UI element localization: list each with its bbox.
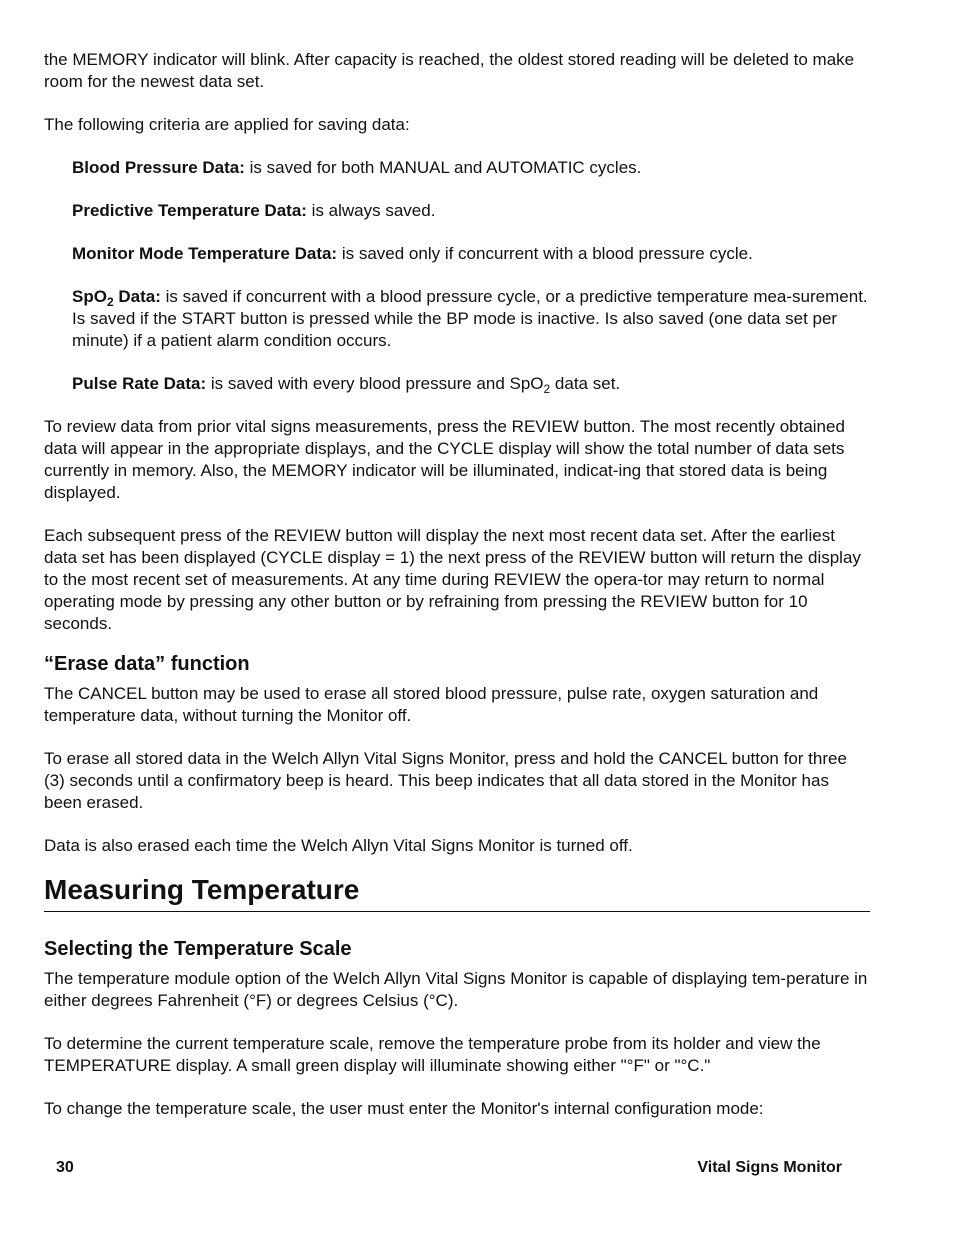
erase-paragraph-3: Data is also erased each time the Welch Allyn Vital Signs Monitor is turned off. <box>44 836 633 855</box>
criteria-text-pre: is saved with every blood pressure and SpO <box>206 374 544 393</box>
criteria-text: is saved if concurrent with a blood pressure cycle, or a predictive temperature mea-surement. Is saved if the START button is pressed while the BP mode is inactive. Is also saved (one data set per minute) if a patient alarm condition occurs. <box>72 287 868 350</box>
criteria-list <box>44 157 870 395</box>
criteria-item-blood-pressure <box>72 157 870 179</box>
page-number: 30 <box>56 1159 74 1176</box>
temperature-paragraph-2: To determine the current temperature scale, remove the temperature probe from its holder and view the TEMPERATURE display. A small green display will illuminate showing either "°F" or "°C." <box>44 1034 821 1075</box>
page-body <box>44 49 870 1141</box>
intro-paragraph-criteria: The following criteria are applied for saving data: <box>44 115 410 134</box>
footer-title: Vital Signs Monitor <box>697 1159 842 1176</box>
criteria-label-subscript: 2 <box>106 295 114 309</box>
criteria-text-post: data set. <box>550 374 621 393</box>
erase-paragraph-2: To erase all stored data in the Welch Allyn Vital Signs Monitor, press and hold the CANCEL button for three (3) seconds until a confirmatory beep is heard. This beep indicates that all data stored in the Monitor has been erased. <box>44 749 847 812</box>
review-paragraph-1: To review data from prior vital signs measurements, press the REVIEW button. The most recently obtained data will appear in the appropriate displays, and the CYCLE display will show the total number of data sets currently in memory. Also, the MEMORY indicator will be illuminated, indicat-ing that stored data is being displayed. <box>44 417 845 502</box>
review-paragraph-2: Each subsequent press of the REVIEW button will display the next most recent data set. After the earliest data set has been displayed (CYCLE display = 1) the next press of the REVIEW button will return the display to the most recent set of measurements. At any time during REVIEW the opera-tor may return to normal operating mode by pressing any other button or by refraining from pressing the REVIEW button for 10 seconds. <box>44 526 861 633</box>
temperature-paragraph-3: To change the temperature scale, the user must enter the Monitor's internal configuration mode: <box>44 1099 764 1118</box>
erase-paragraph-1: The CANCEL button may be used to erase all stored blood pressure, pulse rate, oxygen saturation and temperature data, without turning the Monitor off. <box>44 684 819 725</box>
criteria-item-monitor-mode-temperature <box>72 243 870 265</box>
criteria-text: is always saved. <box>306 201 436 220</box>
criteria-label-pre: SpO <box>72 287 107 306</box>
criteria-label-post: Data: <box>113 287 161 306</box>
criteria-text: is saved only if concurrent with a blood pressure cycle. <box>337 244 753 263</box>
section-title-wrapper <box>44 873 870 912</box>
intro-paragraph-memory: the MEMORY indicator will blink. After capacity is reached, the oldest stored reading will be deleted to make room for the newest data set. <box>44 50 855 91</box>
criteria-label: Predictive Temperature Data: <box>72 201 307 220</box>
criteria-item-pulse-rate <box>72 373 870 395</box>
temperature-paragraph-1: The temperature module option of the Welch Allyn Vital Signs Monitor is capable of displaying tem-perature in either degrees Fahrenheit (°F) or degrees Celsius (°C). <box>44 969 868 1010</box>
criteria-text: is saved for both MANUAL and AUTOMATIC cycles. <box>244 158 642 177</box>
criteria-label: Pulse Rate Data: <box>72 374 207 393</box>
erase-data-heading: “Erase data” function <box>44 653 250 675</box>
criteria-label: Monitor Mode Temperature Data: <box>72 244 338 263</box>
criteria-label: Blood Pressure Data: <box>72 158 245 177</box>
criteria-text-subscript: 2 <box>543 382 551 396</box>
criteria-label <box>72 287 161 309</box>
criteria-item-predictive-temperature <box>72 200 870 222</box>
criteria-item-spo2 <box>72 286 870 352</box>
section-title: Measuring Temperature <box>44 873 870 912</box>
temperature-scale-heading: Selecting the Temperature Scale <box>44 938 352 960</box>
